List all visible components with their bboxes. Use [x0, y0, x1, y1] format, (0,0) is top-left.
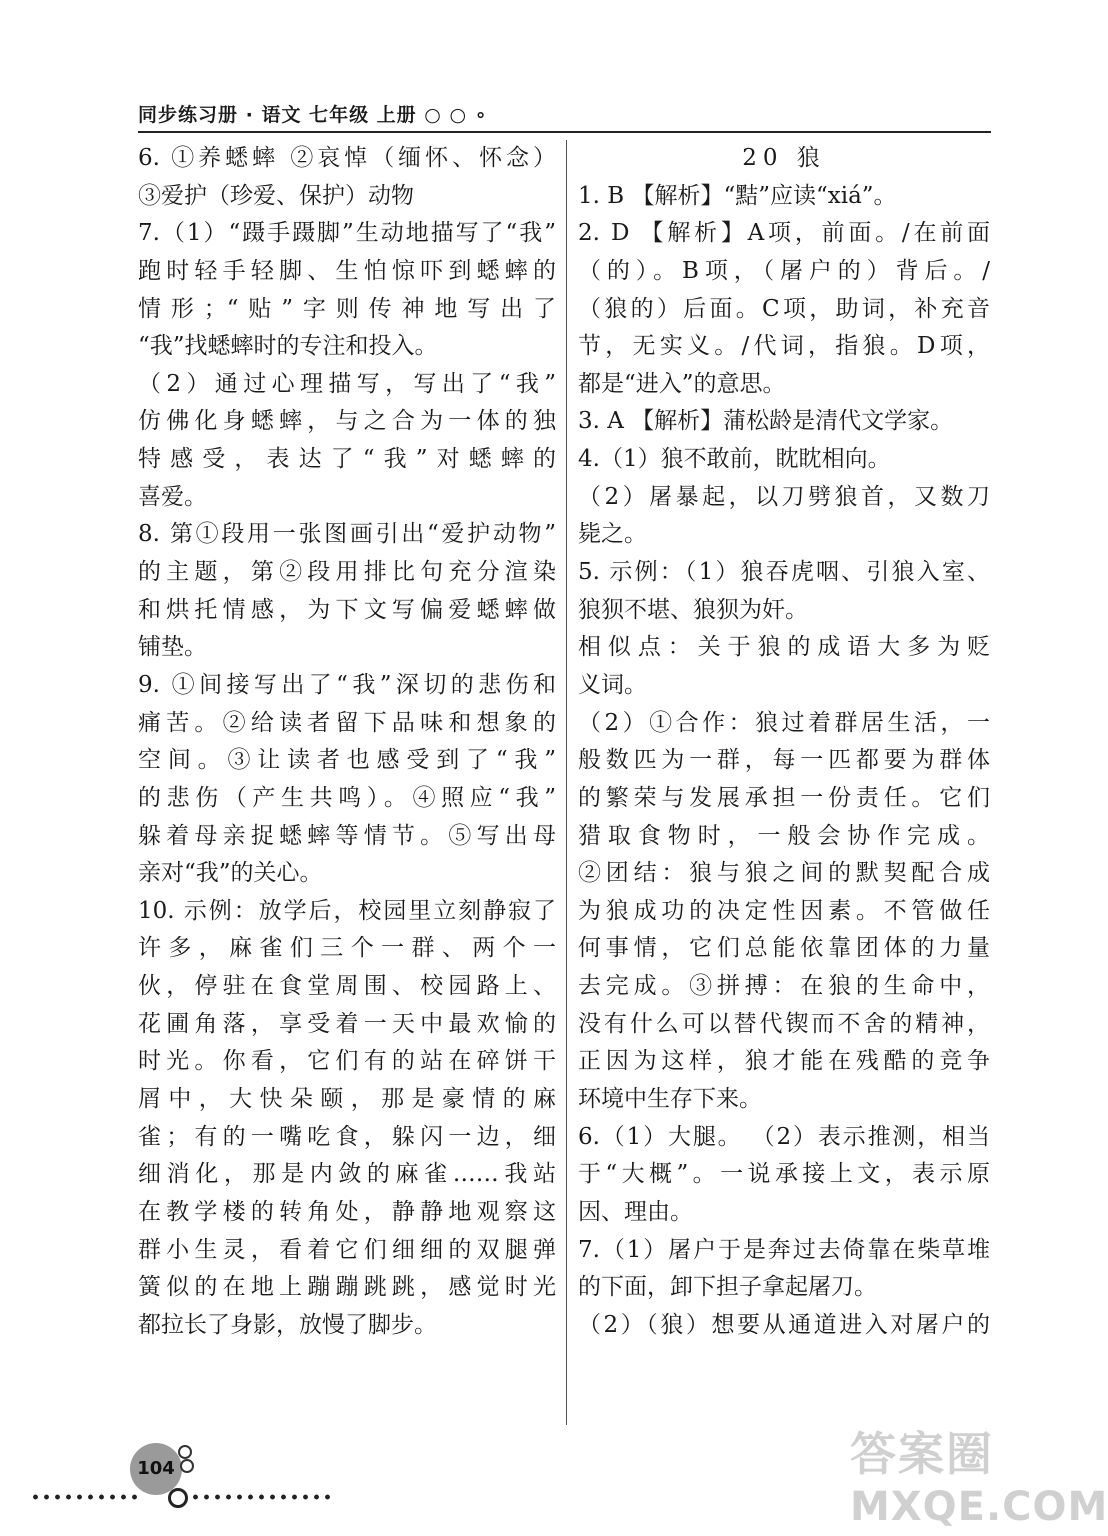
answer-line: 花圃角落，享受着一天中最欢愉的 [138, 1010, 556, 1037]
answer-line: 3. A 【解析】蒲松龄是清代文学家。 [578, 408, 954, 435]
answer-line: ③爱护（珍爱、保护）动物 [138, 182, 414, 209]
answer-line: （2）屠暴起，以刀劈狼首，又数刀 [578, 483, 990, 510]
answer-line: 都是“进入”的意思。 [578, 370, 786, 397]
lesson-title: 20 狼 [742, 145, 826, 171]
answer-line: 雀；有的一嘴吃食，躲闪一边，细 [138, 1123, 556, 1150]
answer-line: 和烘托情感，为下文写偏爱蟋蟀做 [138, 596, 556, 623]
answer-line: 6.（1）大腿。 （2）表示推测，相当 [578, 1123, 990, 1150]
answer-line: 群小生灵，看着它们细细的双腿弹 [138, 1236, 556, 1263]
answer-line: 都拉长了身影，放慢了脚步。 [138, 1311, 437, 1338]
answer-line: 狼狈不堪、狼狈为奸。 [578, 596, 808, 623]
answer-line: 躲着母亲捉蟋蟀等情节。⑤写出母 [138, 822, 556, 849]
answer-line: 的主题，第②段用排比句充分渲染 [138, 559, 556, 586]
answer-line: 仿佛化身蟋蟀，与之合为一体的独 [138, 408, 556, 435]
answer-line: 去完成。③拼搏：在狼的生命中， [578, 973, 990, 1000]
answer-line: 细消化，那是内敛的麻雀……我站 [138, 1161, 556, 1188]
answer-line: 1. B 【解析】“黠”应读“xiá”。 [578, 182, 897, 209]
answer-line: 相似点：关于狼的成语大多为贬 [578, 634, 990, 661]
answer-line: 于“大概”。一说承接上文，表示原 [578, 1161, 990, 1188]
answer-line: （狼的）后面。C项，助词，补充音 [578, 295, 990, 322]
answer-line: 许多，麻雀们三个一群、两个一 [138, 935, 556, 962]
answer-line: 的下面，卸下担子拿起屠刀。 [578, 1274, 877, 1301]
answer-line: 6. ①养蟋蟀 ②哀悼（缅怀、怀念） [138, 145, 556, 171]
answer-line: 在教学楼的转角处，静静地观察这 [138, 1198, 556, 1225]
answer-line: 为狼成功的决定性因素。不管做任 [578, 897, 990, 924]
answer-line: 铺垫。 [138, 634, 207, 661]
answer-line: “我”找蟋蟀时的专注和投入。 [138, 333, 438, 360]
answer-line: （2）通过心理描写，写出了“我” [138, 370, 556, 397]
answer-line: 4.（1）狼不敢前，眈眈相向。 [578, 446, 891, 473]
answer-line: 环境中生存下来。 [578, 1086, 762, 1113]
answer-line: 时光。你看，它们有的站在碎饼干 [138, 1048, 556, 1075]
answer-line: 簧似的在地上蹦蹦跳跳，感觉时光 [138, 1274, 556, 1301]
footer-dotted-rule [30, 1494, 140, 1500]
answer-line: 义词。 [578, 671, 647, 698]
answer-line: ②团结：狼与狼之间的默契配合成 [578, 860, 990, 887]
answer-line: 7.（1）屠户于是奔过去倚靠在柴草堆 [578, 1236, 990, 1263]
answer-line: 7.（1）“蹑手蹑脚”生动地描写了“我” [138, 220, 556, 247]
column-divider [566, 140, 567, 1425]
watermark-logo [850, 1418, 1108, 1530]
answer-line: 痛苦。②给读者留下品味和想象的 [138, 709, 556, 736]
answer-line: 节，无实义。/代词，指狼。D项， [578, 333, 990, 360]
answer-line: 伙，停驻在食堂周围、校园路上、 [138, 973, 556, 1000]
page-badge-decoration [176, 1445, 192, 1485]
answer-line: 因、理由。 [578, 1198, 693, 1225]
answer-line: 的繁荣与发展承担一份责任。它们 [578, 784, 990, 811]
page-number: 104 [130, 1443, 182, 1495]
answer-line: 5. 示例：（1）狼吞虎咽、引狼入室、 [578, 559, 990, 586]
right-column [578, 140, 990, 1345]
answer-line: （2）①合作：狼过着群居生活，一 [578, 709, 990, 736]
answer-line: 的悲伤（产生共鸣）。④照应“我” [138, 784, 556, 811]
answer-line: 跑时轻手轻脚、生怕惊吓到蟋蟀的 [138, 257, 556, 284]
answer-line: （2）（狼）想要从通道进入对屠户的 [578, 1311, 990, 1338]
footer-dotted-rule [190, 1494, 330, 1500]
answer-line: 正因为这样，狼才能在残酷的竞争 [578, 1048, 990, 1075]
answer-line: 没有什么可以替代锲而不舍的精神， [578, 1010, 990, 1037]
answer-line: 2. D 【解析】A项，前面。/在前面 [578, 220, 990, 247]
watermark-text-bottom: MXQE.COM [850, 1484, 1108, 1530]
left-column [138, 140, 556, 1345]
answer-line: 10. 示例：放学后，校园里立刻静寂了 [138, 897, 556, 924]
answer-line: 8. 第①段用一张图画引出“爱护动物” [138, 521, 556, 548]
answer-line: 何事情，它们总能依靠团体的力量 [578, 935, 990, 962]
answer-line: 9. ①间接写出了“我”深切的悲伤和 [138, 671, 556, 698]
answer-line: 情形；“贴”字则传神地写出了 [138, 295, 556, 322]
answer-line: 般数匹为一群，每一匹都要为群体 [578, 747, 990, 774]
answer-line: 亲对“我”的关心。 [138, 860, 323, 887]
answer-line: 空间。③让读者也感受到了“我” [138, 747, 556, 774]
answer-line: 毙之。 [578, 521, 647, 548]
page-badge-ring-icon [168, 1488, 188, 1508]
answer-line: 喜爱。 [138, 483, 207, 510]
answer-line: 猎取食物时，一般会协作完成。 [578, 822, 990, 849]
header-rule [138, 131, 991, 133]
book-header: 同步练习册 · 语文 七年级 上册 ○ ○ ∘ [138, 104, 488, 126]
answer-line: 屑中，大快朵颐，那是豪情的麻 [138, 1086, 556, 1113]
answer-line: （的）。B项，（屠户的）背后。/ [578, 257, 990, 284]
watermark-text-top: 答案圈 [850, 1427, 994, 1481]
answer-line: 特感受，表达了“我”对蟋蟀的 [138, 446, 556, 473]
